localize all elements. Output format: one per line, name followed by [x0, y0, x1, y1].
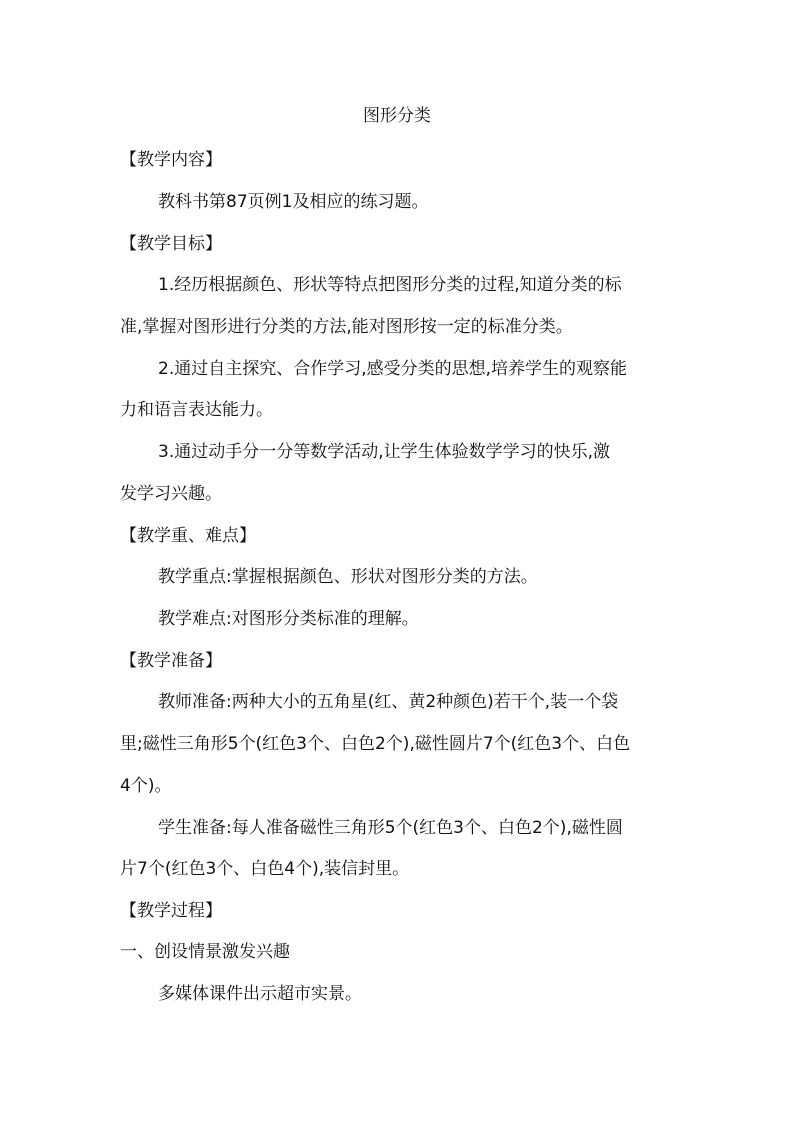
- student-prep-line-1: 学生准备:每人准备磁性三角形5个(红色3个、白色2个),磁性圆: [158, 818, 623, 838]
- goal-1-line-1: 1.经历根据颜色、形状等特点把图形分类的过程,知道分类的标: [158, 275, 622, 295]
- goal-2-line-2: 力和语言表达能力。: [120, 400, 273, 420]
- process-step-1-text: 多媒体课件出示超市实景。: [158, 984, 362, 1004]
- heading-goals: 【教学目标】: [120, 234, 222, 254]
- key-point-text: 教学重点:掌握根据颜色、形状对图形分类的方法。: [158, 567, 538, 587]
- teacher-prep-line-3: 4个)。: [120, 776, 172, 796]
- goal-1-line-2: 准,掌握对图形进行分类的方法,能对图形按一定的标准分类。: [120, 317, 573, 337]
- document-title: 图形分类: [363, 106, 431, 126]
- teacher-prep-line-1: 教师准备:两种大小的五角星(红、黄2种颜色)若干个,装一个袋: [158, 692, 619, 712]
- heading-key-points: 【教学重、难点】: [120, 526, 256, 546]
- goal-2-line-1: 2.通过自主探究、合作学习,感受分类的思想,培养学生的观察能: [158, 359, 628, 379]
- heading-content: 【教学内容】: [120, 150, 222, 170]
- goal-3-line-1: 3.通过动手分一分等数学活动,让学生体验数学学习的快乐,激: [158, 442, 611, 462]
- student-prep-line-2: 片7个(红色3个、白色4个),装信封里。: [120, 859, 410, 879]
- goal-3-line-2: 发学习兴趣。: [120, 484, 222, 504]
- process-step-1-title: 一、创设情景激发兴趣: [120, 942, 290, 962]
- teacher-prep-line-2: 里;磁性三角形5个(红色3个、白色2个),磁性圆片7个(红色3个、白色: [120, 734, 631, 754]
- difficult-point-text: 教学难点:对图形分类标准的理解。: [158, 609, 419, 629]
- content-text: 教科书第87页例1及相应的练习题。: [158, 192, 429, 212]
- heading-preparation: 【教学准备】: [120, 651, 222, 671]
- heading-process: 【教学过程】: [120, 901, 222, 921]
